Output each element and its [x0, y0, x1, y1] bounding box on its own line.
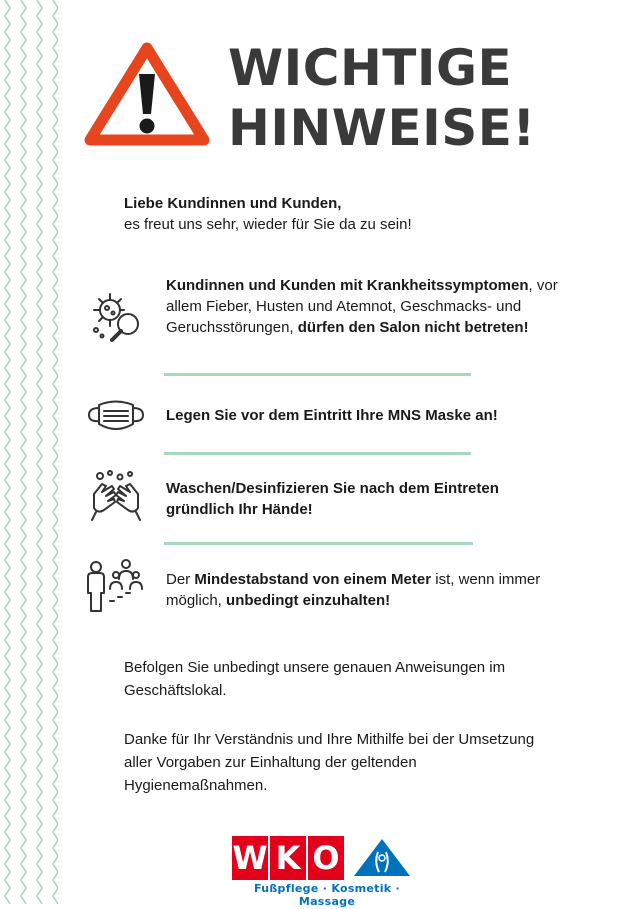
rule-distance-bold-2: unbedingt einzuhalten!: [226, 592, 391, 609]
logo-letter-w: W: [232, 836, 268, 880]
rule-hands: Waschen/Desinfizieren Sie nach dem Eintreten gründlich Ihr Hände!: [166, 480, 499, 518]
intro-greeting: Liebe Kundinnen und Kunden,: [124, 195, 342, 212]
divider-3: [164, 542, 473, 545]
logo-letter-k: K: [270, 836, 306, 880]
rule-distance-text-1: Der: [166, 571, 195, 588]
rule-symptoms-text: , vor allem Fieber, Husten und Atemnot, Geschmacks- und Geruchsstörungen,: [166, 277, 558, 336]
intro: [124, 193, 544, 235]
footer-thanks: Danke für Ihr Verständnis und Ihre Mithilfe bei der Umsetzung aller Vorgaben zur Einhaltung der geltenden Hygienemaßnahmen.: [124, 731, 535, 794]
divider-2: [164, 452, 471, 455]
rule-distance: [166, 569, 546, 611]
wko-logo: [232, 836, 422, 908]
logo-tagline: Fußpflege · Kosmetik · Massage: [253, 882, 401, 908]
rule-symptoms-bold-1: Kundinnen und Kunden mit Krankheitssymptomen: [166, 277, 529, 294]
footer-instructions: Befolgen Sie unbedingt unsere genauen Anweisungen im Geschäftslokal.: [124, 659, 506, 699]
virus-magnifier-icon: [88, 290, 146, 346]
rule-distance-bold-1: Mindestabstand von einem Meter: [194, 571, 432, 588]
washing-hands-icon: [88, 470, 144, 522]
warning-triangle-icon: [82, 40, 212, 150]
intro-text: es freut uns sehr, wieder für Sie da zu sein!: [124, 216, 412, 233]
title-line-1: WICHTIGE: [228, 39, 513, 97]
wko-emblem-icon: [348, 836, 416, 880]
people-distance-icon: [84, 557, 144, 615]
logo-letter-o: O: [308, 836, 344, 880]
zigzag-border-decoration: [0, 0, 58, 909]
divider-1: [164, 373, 471, 376]
rule-distance-text-2: ist, wenn immer möglich,: [166, 571, 541, 609]
title-line-2: HINWEISE!: [228, 99, 536, 157]
rule-symptoms-bold-2: dürfen den Salon nicht betreten!: [297, 319, 529, 336]
rule-symptoms: [166, 275, 566, 338]
face-mask-icon: [86, 396, 146, 436]
rule-mask: Legen Sie vor dem Eintritt Ihre MNS Maske an!: [166, 407, 498, 424]
